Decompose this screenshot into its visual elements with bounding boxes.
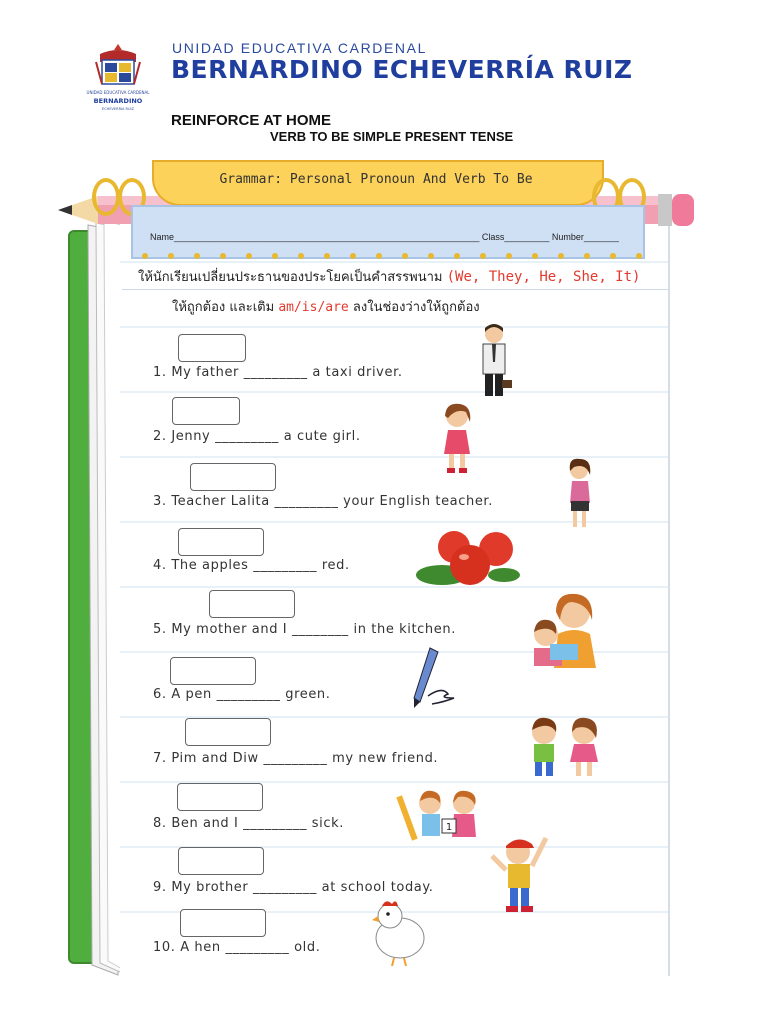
question-9: 9. My brother _________ at school today. xyxy=(153,880,434,895)
instruction-thai: ให้นักเรียนเปลี่ยนประธานของประโยคเป็นคำสรรพนาม xyxy=(138,270,443,285)
answer-box-7[interactable] xyxy=(185,718,271,746)
question-1: 1. My father _________ a taxi driver. xyxy=(153,365,403,380)
question-6: 6. A pen _________ green. xyxy=(153,687,331,702)
divider xyxy=(122,289,668,290)
question-7: 7. Pim and Diw _________ my new friend. xyxy=(153,751,439,766)
answer-box-8[interactable] xyxy=(177,783,263,811)
teacher-icon xyxy=(562,457,598,531)
sick-kids-icon xyxy=(398,785,488,849)
instruction-line-1 xyxy=(138,266,640,287)
answer-box-4[interactable] xyxy=(178,528,264,556)
question-8: 8. Ben and I _________ sick. xyxy=(153,816,345,831)
logo-caption: BERNARDINO xyxy=(93,97,143,105)
reinforce-heading: REINFORCE AT HOME xyxy=(171,112,331,129)
pen-icon xyxy=(408,646,464,710)
answer-box-1[interactable] xyxy=(178,334,246,362)
question-10: 10. A hen _________ old. xyxy=(153,940,321,955)
svg-text:ECHEVERRIA RUIZ: ECHEVERRIA RUIZ xyxy=(102,107,134,111)
instruction-line-2 xyxy=(172,296,480,317)
name-class-number-line[interactable]: Name_____________________________________________________________ Class_________ Number_______ xyxy=(150,232,619,242)
question-3: 3. Teacher Lalita _________ your English teacher. xyxy=(153,494,493,509)
school-subtitle: UNIDAD EDUCATIVA CARDENAL xyxy=(172,40,427,56)
businessman-icon xyxy=(472,322,516,400)
mother-child-icon xyxy=(524,590,604,670)
instruction-verbs: am/is/are xyxy=(278,300,349,315)
answer-box-10[interactable] xyxy=(180,909,266,937)
boy-icon xyxy=(488,832,552,916)
topic-heading: VERB TO BE SIMPLE PRESENT TENSE xyxy=(270,129,514,144)
answer-box-3[interactable] xyxy=(190,463,276,491)
question-5: 5. My mother and I ________ in the kitchen. xyxy=(153,622,456,637)
answer-box-9[interactable] xyxy=(178,847,264,875)
question-2: 2. Jenny _________ a cute girl. xyxy=(153,429,361,444)
friends-icon xyxy=(524,716,606,780)
question-4: 4. The apples _________ red. xyxy=(153,558,350,573)
ring-icon xyxy=(92,178,120,216)
svg-text:1: 1 xyxy=(445,822,453,833)
binding-holes xyxy=(135,250,655,262)
apples-icon xyxy=(412,527,522,591)
school-name: BERNARDINO ECHEVERRÍA RUIZ xyxy=(171,55,633,84)
instruction-part-a: ให้ถูกต้อง และเติม xyxy=(172,300,275,315)
instruction-pronouns: (We, They, He, She, It) xyxy=(446,269,641,285)
answer-box-5[interactable] xyxy=(209,590,295,618)
answer-box-6[interactable] xyxy=(170,657,256,685)
school-crest-icon xyxy=(86,42,150,116)
hen-icon xyxy=(370,898,428,968)
instruction-part-b: ลงในช่องว่างให้ถูกต้อง xyxy=(352,300,480,315)
answer-box-2[interactable] xyxy=(172,397,240,425)
grammar-title: Grammar: Personal Pronoun And Verb To Be xyxy=(219,172,533,187)
girl-icon xyxy=(436,402,478,476)
svg-text:UNIDAD EDUCATIVA CARDENAL: UNIDAD EDUCATIVA CARDENAL xyxy=(86,90,150,95)
